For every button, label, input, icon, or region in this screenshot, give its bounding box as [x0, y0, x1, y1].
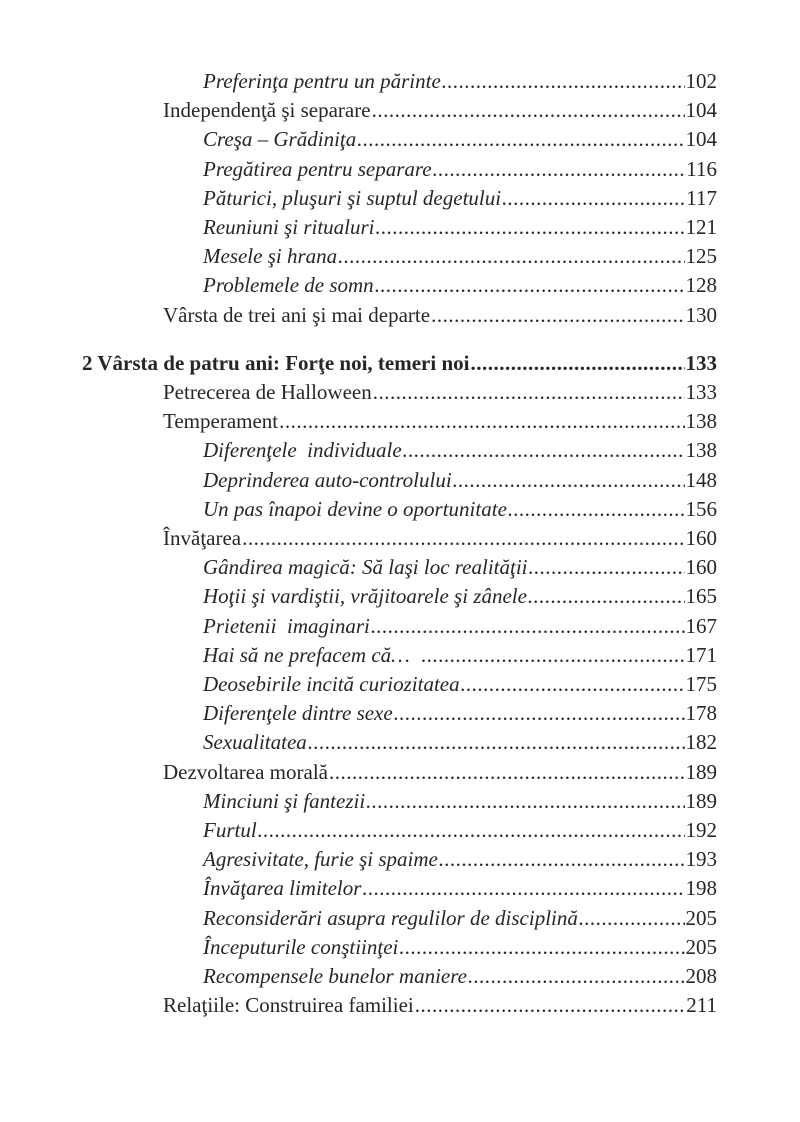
toc-subsection-entry	[203, 787, 717, 816]
toc-subsection-entry	[203, 242, 717, 271]
toc-entry-title: Relaţiile: Construirea familiei	[163, 993, 414, 1018]
dot-leader	[357, 125, 684, 154]
toc-page-number: 160	[685, 526, 717, 550]
toc-entry-title: Temperament	[163, 409, 279, 434]
toc-subsection-entry	[203, 271, 717, 300]
toc-subsection-entry	[203, 553, 717, 582]
toc-entry-title: Independenţă şi separare	[163, 98, 371, 123]
dot-leader	[528, 582, 685, 611]
dot-leader	[415, 991, 686, 1020]
toc-entry-title: Învăţarea	[163, 526, 242, 550]
toc-entry-title: Gândirea magică: Să laşi loc realităţii	[203, 555, 528, 580]
toc-subsection-entry	[203, 436, 717, 465]
toc-subsection-entry	[203, 874, 717, 903]
dot-leader	[508, 495, 685, 524]
toc-subsection-entry	[203, 699, 717, 728]
toc-page-number: 104	[685, 127, 717, 152]
dot-leader	[329, 758, 685, 787]
toc-entry-title: Hai să ne prefacem că…	[203, 642, 421, 667]
toc-page-number: 130	[685, 302, 717, 327]
toc-subsection-entry	[203, 816, 717, 845]
toc-entry-title: Dezvoltarea morală	[163, 759, 328, 784]
toc-page-number: 121	[685, 215, 717, 239]
toc-subsection-entry	[203, 184, 717, 213]
dot-leader	[242, 524, 684, 553]
toc-section-entry	[163, 378, 717, 407]
toc-page-number: 178	[685, 701, 717, 726]
dot-leader	[453, 466, 685, 495]
toc-page-number: 125	[685, 244, 717, 269]
toc-entry-title: Sexualitatea	[203, 730, 307, 755]
dot-leader	[403, 436, 685, 465]
toc-page-number: 171	[685, 642, 717, 667]
toc-entry-title: Creşa – Grădiniţa	[203, 127, 357, 152]
toc-entry-title: 2 Vârsta de patru ani: Forţe noi, temeri noi	[82, 350, 470, 375]
toc-entry-title: Petrecerea de Halloween	[163, 380, 372, 404]
toc-page-number: 198	[685, 876, 717, 901]
dot-leader	[338, 242, 684, 271]
dot-leader	[470, 349, 684, 378]
toc-subsection-entry	[203, 641, 717, 670]
dot-leader	[308, 728, 685, 757]
toc-section-entry	[163, 96, 717, 125]
toc-page-number: 138	[685, 409, 717, 434]
dot-leader	[373, 378, 685, 407]
toc-page-number: 156	[685, 496, 717, 521]
dot-leader	[279, 407, 684, 436]
toc-subsection-entry	[203, 213, 717, 242]
dot-leader	[502, 184, 685, 213]
dot-leader	[362, 874, 684, 903]
dot-leader	[439, 845, 685, 874]
toc-subsection-entry	[203, 466, 717, 495]
toc-page-number: 102	[685, 69, 717, 93]
toc-section-entry	[163, 758, 717, 787]
toc-subsection-entry	[203, 67, 717, 96]
toc-subsection-entry	[203, 670, 717, 699]
dot-leader	[529, 553, 685, 582]
toc-page-number: 182	[685, 730, 717, 755]
toc-page-number: 128	[685, 273, 717, 298]
toc-entry-title: Un pas înapoi devine o oportunitate	[203, 496, 507, 521]
toc-page-number: 205	[685, 934, 717, 959]
dot-leader	[442, 67, 685, 96]
dot-leader	[366, 787, 684, 816]
toc-page-number: 104	[685, 98, 717, 123]
toc-page-number: 167	[685, 613, 717, 638]
dot-leader	[431, 301, 684, 330]
toc-entry-title: Diferenţele individuale	[203, 438, 402, 463]
dot-leader	[461, 670, 685, 699]
toc-page-number: 175	[685, 672, 717, 696]
dot-leader	[399, 933, 684, 962]
toc-entry-title: Preferinţa pentru un părinte	[203, 69, 441, 93]
toc-page-number: 208	[685, 964, 717, 988]
toc-entry-title: Problemele de somn	[203, 273, 374, 298]
toc-page-number: 193	[685, 847, 717, 872]
toc-subsection-entry	[203, 495, 717, 524]
toc-page-number: 165	[685, 584, 717, 609]
toc-entry-title: Păturici, pluşuri şi suptul degetului	[203, 185, 502, 210]
toc-entry-title: Deprinderea auto-controlului	[203, 467, 452, 492]
toc-section-entry	[163, 991, 717, 1020]
dot-leader	[468, 962, 685, 991]
toc-entry-title: Agresivitate, furie şi spaime	[203, 847, 438, 872]
toc-page-number: 133	[685, 350, 717, 375]
toc-subsection-entry	[203, 962, 717, 991]
toc-entry-title: Vârsta de trei ani şi mai departe	[163, 302, 431, 327]
dot-leader	[421, 641, 684, 670]
dot-leader	[258, 816, 685, 845]
toc-entry-title: Minciuni şi fantezii	[203, 788, 366, 813]
toc-entry-title: Prietenii imaginari	[203, 613, 370, 638]
toc-entry-title: Deosebirile incită curiozitatea	[203, 672, 460, 696]
toc-entry-title: Diferenţele dintre sexe	[203, 701, 393, 726]
toc-entry-title: Reuniuni şi ritualuri	[203, 215, 375, 239]
toc-subsection-entry	[203, 933, 717, 962]
dot-leader	[579, 904, 685, 933]
toc-subsection-entry	[203, 728, 717, 757]
dot-leader	[375, 271, 685, 300]
toc-page-number: 189	[685, 788, 717, 813]
toc-page-number: 160	[685, 555, 717, 580]
toc-chapter-entry	[82, 349, 717, 378]
toc-entry-title: Pregătirea pentru separare	[203, 156, 432, 181]
toc-page-number: 138	[685, 438, 717, 463]
dot-leader	[433, 155, 686, 184]
toc-entry-title: Începuturile conştiinţei	[203, 934, 399, 959]
toc-subsection-entry	[203, 582, 717, 611]
toc-subsection-entry	[203, 155, 717, 184]
toc-entry-title: Reconsiderări asupra regulilor de disciplină	[203, 905, 578, 930]
toc-entry-title: Mesele şi hrana	[203, 244, 338, 269]
toc-subsection-entry	[203, 125, 717, 154]
toc-section-entry	[163, 301, 717, 330]
toc-subsection-entry	[203, 904, 717, 933]
toc-entry-title: Învăţarea limitelor	[203, 876, 362, 901]
toc-page-number: 116	[686, 156, 717, 181]
toc-page-number: 148	[685, 467, 717, 492]
dot-leader	[372, 96, 685, 125]
toc-page-number: 192	[685, 818, 717, 842]
toc-page-number: 133	[685, 380, 717, 404]
toc-page-number: 211	[686, 993, 717, 1018]
toc-page-number: 189	[685, 759, 717, 784]
toc-page-number: 205	[685, 905, 717, 930]
toc-entry-title: Hoţii şi vardiştii, vrăjitoarele şi zânele	[203, 584, 527, 609]
toc-entry-title: Furtul	[203, 818, 257, 842]
dot-leader	[371, 612, 685, 641]
toc-section-entry	[163, 524, 717, 553]
toc-section-entry	[163, 407, 717, 436]
dot-leader	[394, 699, 685, 728]
dot-leader	[376, 213, 685, 242]
toc-entry-title: Recompensele bunelor maniere	[203, 964, 467, 988]
toc-page-number: 117	[686, 185, 717, 210]
toc-subsection-entry	[203, 612, 717, 641]
toc-subsection-entry	[203, 845, 717, 874]
